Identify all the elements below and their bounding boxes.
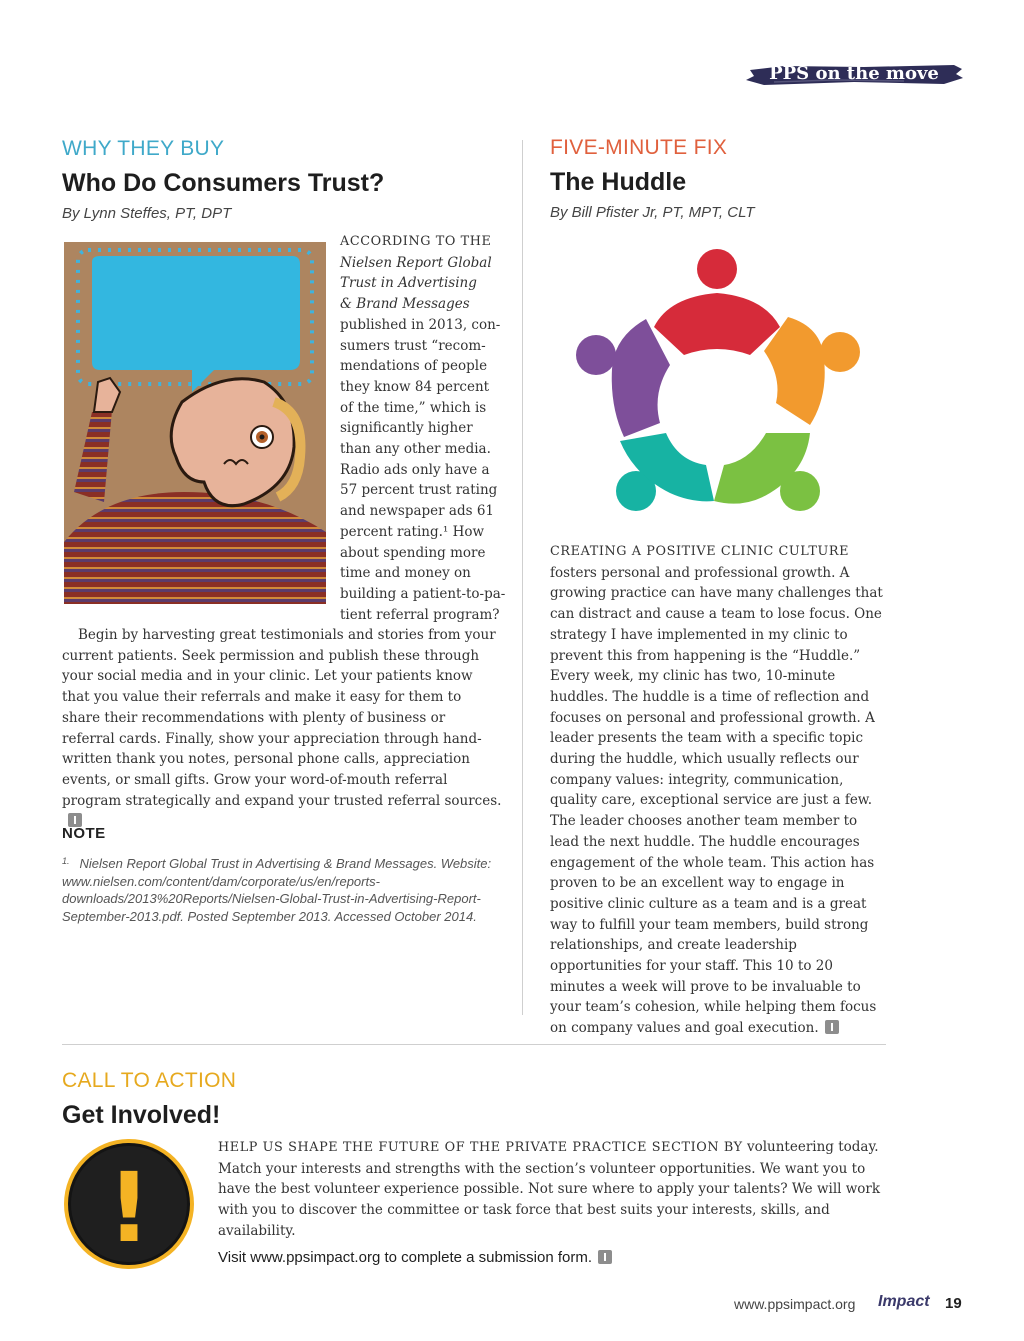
huddle-figures — [576, 249, 860, 511]
column-divider — [522, 140, 523, 1015]
narrow-line: percent rating.¹ How — [340, 523, 485, 540]
right-byline: By Bill Pfister Jr, PT, MPT, CLT — [550, 204, 755, 221]
section-divider — [62, 1044, 886, 1045]
cta-kicker: CALL TO ACTION — [62, 1069, 237, 1092]
left-narrow-text — [340, 232, 510, 625]
huddle-graphic — [574, 247, 862, 515]
narrow-line: than any other media. — [340, 441, 491, 458]
end-mark-icon — [598, 1250, 612, 1264]
narrow-line: ACCORDING TO THE — [340, 234, 492, 249]
right-lead-caps: CREATING A POSITIVE CLINIC CULTURE — [550, 544, 850, 559]
narrow-line: of the time,” which is — [340, 399, 487, 416]
note-label: NOTE — [62, 825, 106, 842]
page-number: 19 — [945, 1295, 962, 1312]
left-paragraph-2-text: Begin by harvesting great testimonials and stories from your current patients. Seek permission and publish these through your social media and in your clinic. Let your patients know that you value their referrals and make it easy for them to share their recommendations with plenty of business or referral cards. Finally, show your appreciation through hand-written thank you notes, personal phone calls, appreciation events, or small gifts. Grow your word-of-mouth referral program strategically and expand your trusted referral sources. — [62, 627, 502, 809]
right-body — [550, 541, 886, 1039]
section-tag: PPS on the move — [769, 63, 939, 84]
narrow-line: tient referral program? — [340, 606, 500, 623]
note-marker: 1. — [62, 856, 70, 866]
cta-body-text: volunteering today. Match your interests and strengths with the section’s volunteer opportunities. We want you to have the best volunteer experience possible. Not sure where to apply your talents? We will work with you to discover the committee or task force that best suits your interests, skills, and availability. — [218, 1139, 881, 1239]
narrow-line: Radio ads only have a — [340, 461, 490, 478]
right-kicker: FIVE-MINUTE FIX — [550, 136, 728, 159]
footer-brand: Impact — [878, 1293, 930, 1310]
narrow-line: sumers trust “recom- — [340, 337, 486, 354]
narrow-line: mendations of people — [340, 358, 488, 375]
end-mark-icon — [825, 1020, 839, 1034]
exclamation-icon — [62, 1137, 196, 1271]
trust-illustration — [64, 242, 326, 604]
narrow-line: & Brand Messages — [340, 296, 470, 313]
right-body-text: fosters personal and professional growth. A growing practice can have many challenges that can distract and cause a team to lose focus. One strategy I have implemented in my clinic to prevent this from happening is the “Huddle.” Every week, my clinic has two, 10-minute huddles. The huddle is a time of reflection and focuses on personal and professional growth. A leader presents the team with a specific topic during the huddle, which usually reflects our company values: integrity, communication, quality care, exceptional service are just a few. The leader chooses another team member to lead the next huddle. The huddle encourages engagement of the whole team. This action has proven to be an excellent way to engage in positive clinic culture as a team and is a great way to fulfill your team members, build strong relationships, and create leadership opportunities for your staff. This 10 to 20 minutes a week will prove to be invaluable to your team’s cohesion, while helping them focus on company values and goal execution. — [550, 564, 883, 1037]
narrow-line: they know 84 percent — [340, 378, 490, 395]
left-kicker: WHY THEY BUY — [62, 137, 225, 160]
narrow-line: significantly higher — [340, 420, 473, 437]
left-byline: By Lynn Steffes, PT, DPT — [62, 205, 232, 222]
narrow-line: about spending more — [340, 544, 486, 561]
narrow-line: Trust in Advertising — [340, 275, 477, 292]
cta-visit-line — [218, 1249, 612, 1266]
narrow-line: Nielsen Report Global — [340, 254, 492, 271]
cta-title: Get Involved! — [62, 1101, 221, 1129]
footer-url[interactable]: www.ppsimpact.org — [734, 1296, 856, 1312]
cta-lead-caps: HELP US SHAPE THE FUTURE OF THE PRIVATE PRACTICE SECTION BY — [218, 1140, 743, 1155]
narrow-line: published in 2013, con- — [340, 316, 501, 333]
cta-body — [218, 1137, 888, 1242]
exclamation-mark: ! — [107, 1152, 151, 1264]
right-title: The Huddle — [550, 168, 687, 196]
narrow-line: building a patient-to-pa- — [340, 585, 506, 602]
note-text — [62, 853, 502, 925]
narrow-line: time and money on — [340, 565, 471, 582]
cta-visit-link[interactable]: Visit www.ppsimpact.org to complete a submission form. — [218, 1249, 593, 1266]
left-title: Who Do Consumers Trust? — [62, 169, 385, 197]
note-body: Nielsen Report Global Trust in Advertising & Brand Messages. Website: www.nielsen.com/content/dam/corporate/us/en/reports-downloads/2013%20Reports/Nielsen-Global-Trust-in-Advertising-Report-September-2013.pdf. Posted September 2013. Accessed October 2014. — [62, 856, 492, 924]
left-paragraph-2 — [62, 625, 502, 832]
narrow-line: 57 percent trust rating — [340, 482, 498, 499]
narrow-line: and newspaper ads 61 — [340, 503, 494, 520]
